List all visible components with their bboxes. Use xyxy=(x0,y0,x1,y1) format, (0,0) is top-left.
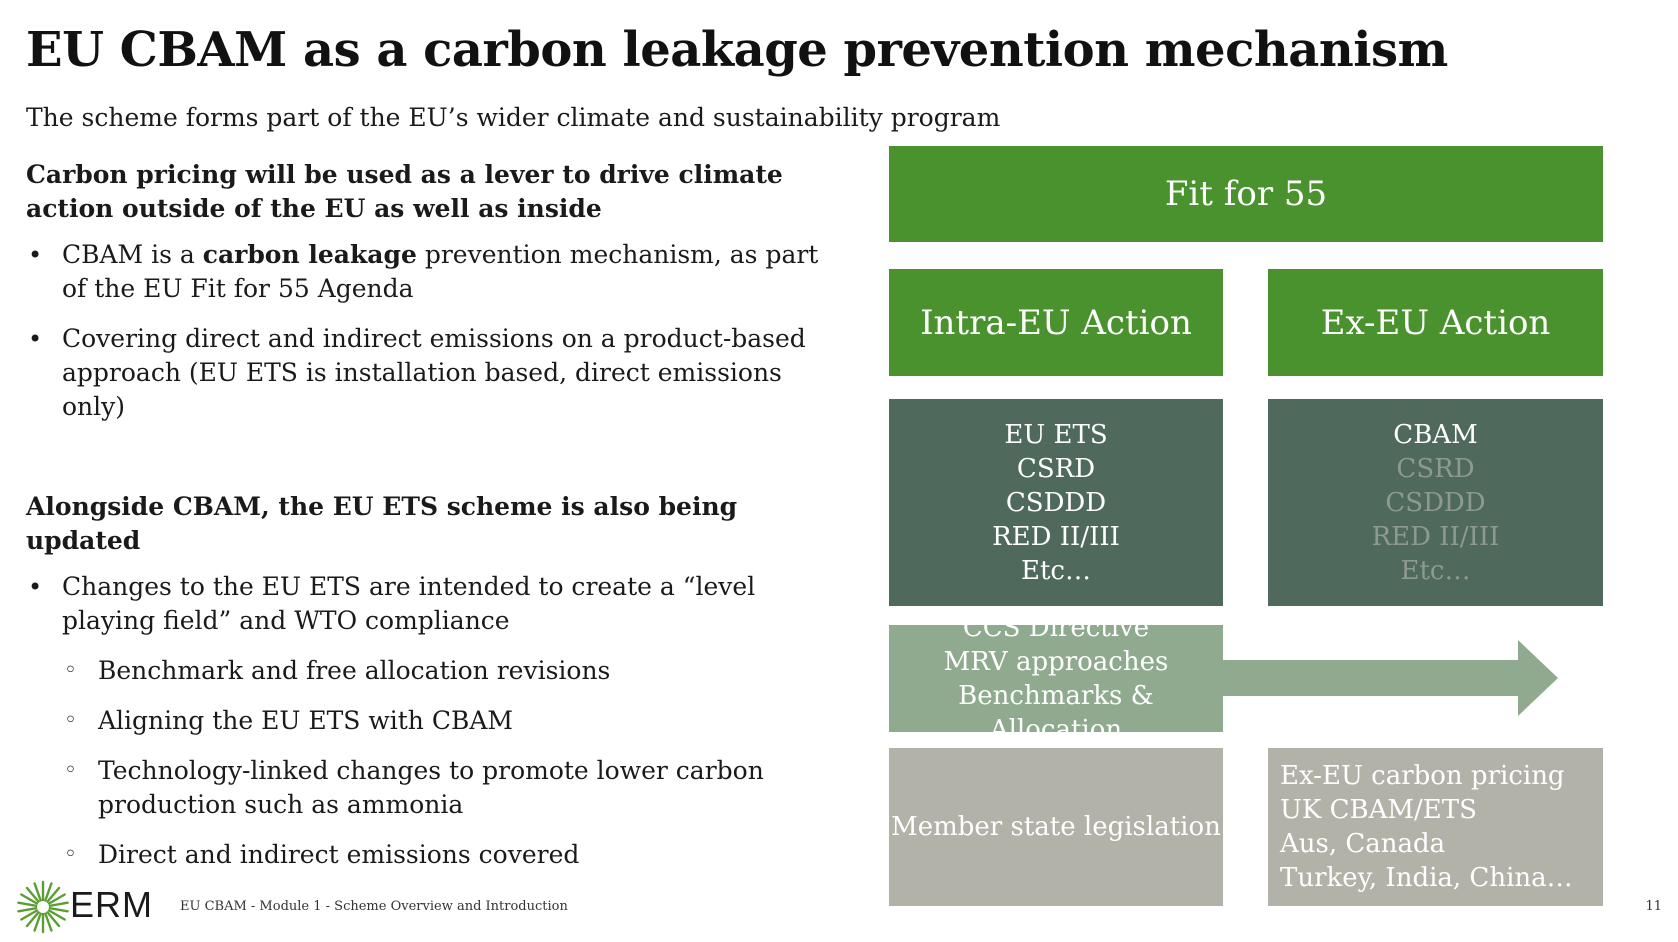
ex-pricing-item: Ex-EU carbon pricing xyxy=(1280,761,1565,791)
slide-subtitle: The scheme forms part of the EU’s wider climate and sustainability program xyxy=(26,103,1001,132)
erm-brand: ERM xyxy=(70,884,153,925)
section-carbon-pricing xyxy=(26,158,846,424)
sub-bullet-list xyxy=(62,654,846,872)
ex-pricing-item: UK CBAM/ETS xyxy=(1280,795,1477,825)
bullet-text: CBAM is a xyxy=(62,240,203,269)
ex-item-active: CBAM xyxy=(1393,419,1478,450)
ex-pricing-items xyxy=(1280,759,1573,895)
ex-item-muted: CSDDD xyxy=(1385,487,1486,518)
ex-eu-items xyxy=(1372,418,1500,588)
arrow-items xyxy=(889,611,1223,747)
sub-bullet-item: ◦ Aligning the EU ETS with CBAM xyxy=(62,704,846,738)
bullet-list xyxy=(26,238,846,424)
ccs-mrv-box xyxy=(889,612,1223,745)
member-state-box xyxy=(889,748,1223,906)
slide-title: EU CBAM as a carbon leakage prevention mechanism xyxy=(26,22,1448,78)
ex-eu-items-box xyxy=(1268,399,1603,606)
bullet-bold-text: carbon leakage xyxy=(202,240,417,269)
bullet-item: • Covering direct and indirect emissions on a product-based approach (EU ETS is installation based, direct emissions only) xyxy=(26,322,846,424)
footer-text: EU CBAM - Module 1 - Scheme Overview and Introduction xyxy=(180,899,568,914)
ex-eu-header xyxy=(1268,269,1603,376)
ex-eu-pricing-box xyxy=(1268,748,1603,906)
arrow-item: MRV approaches xyxy=(943,646,1169,677)
ex-item-muted: Etc… xyxy=(1400,555,1471,586)
ex-eu-label: Ex-EU Action xyxy=(1320,302,1551,343)
intra-eu-items-box xyxy=(889,399,1223,606)
intra-item: CSDDD xyxy=(1005,487,1107,518)
intra-eu-items xyxy=(992,418,1120,588)
arrow-item: CCS Directive xyxy=(962,612,1150,643)
sub-bullet-item: ◦ Direct and indirect emissions covered xyxy=(62,838,846,872)
bullet-item: • Changes to the EU ETS are intended to create a “level playing field” and WTO compliance xyxy=(26,570,846,638)
section-heading: Alongside CBAM, the EU ETS scheme is also being updated xyxy=(26,492,738,555)
arrow-right-icon xyxy=(1220,640,1560,716)
intra-item: EU ETS xyxy=(1004,419,1108,450)
arrow-item: Benchmarks & Allocation xyxy=(958,680,1154,745)
ex-item-muted: CSRD xyxy=(1396,453,1475,484)
bullet-text: prevention mechanism, as part of the EU Fit for 55 Agenda xyxy=(62,240,819,303)
intra-eu-header xyxy=(889,269,1223,376)
fit-for-55-box xyxy=(889,146,1603,242)
bullet-list xyxy=(26,570,846,638)
ex-pricing-item: Aus, Canada xyxy=(1280,829,1446,859)
intra-item: RED II/III xyxy=(992,521,1120,552)
sub-bullet-item: ◦ Technology-linked changes to promote lower carbon production such as ammonia xyxy=(62,754,846,822)
bullet-item xyxy=(26,238,846,306)
left-column xyxy=(26,158,846,888)
fit-for-55-label: Fit for 55 xyxy=(1164,174,1328,214)
sub-bullet-item: ◦ Benchmark and free allocation revisions xyxy=(62,654,846,688)
intra-item: Etc… xyxy=(1021,555,1091,586)
ex-item-muted: RED II/III xyxy=(1371,521,1500,552)
page-number: 11 xyxy=(1645,899,1662,914)
intra-eu-label: Intra-EU Action xyxy=(920,302,1192,343)
member-state-label: Member state legislation xyxy=(891,812,1221,842)
section-eu-ets xyxy=(26,490,846,872)
ex-pricing-item: Turkey, India, China… xyxy=(1280,863,1573,893)
section-heading: Carbon pricing will be used as a lever to drive climate action outside of the EU as well as inside xyxy=(26,160,783,223)
intra-item: CSRD xyxy=(1016,453,1096,484)
erm-starburst-logo-icon xyxy=(16,880,70,934)
